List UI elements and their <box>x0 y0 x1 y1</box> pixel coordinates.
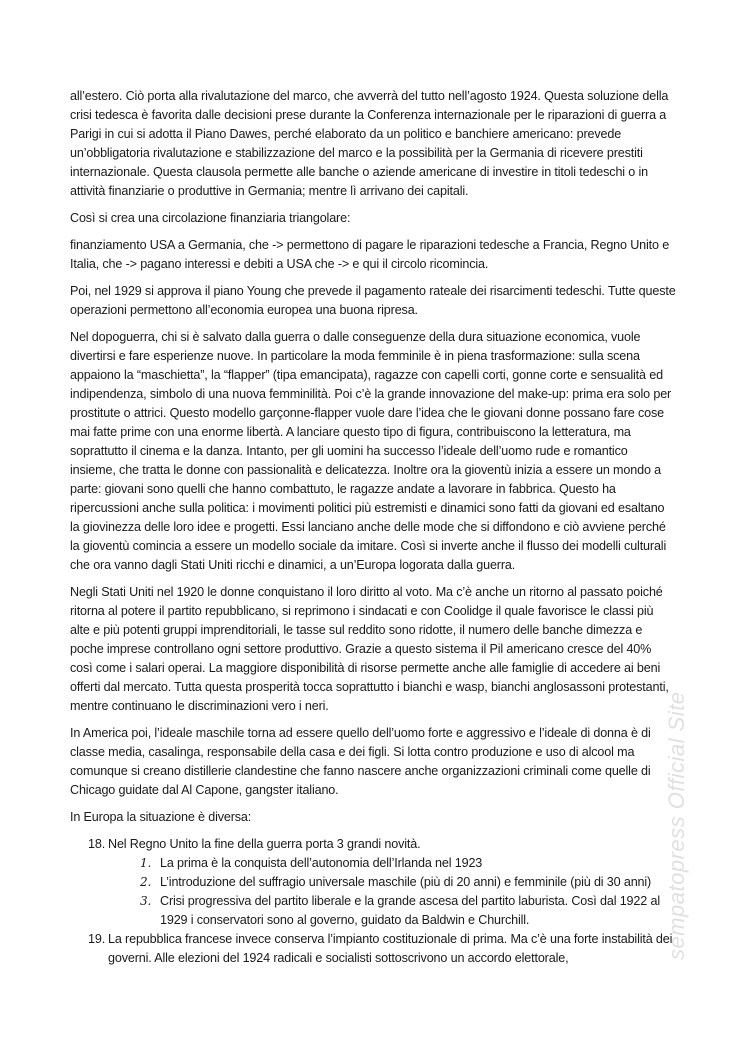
watermark: sempatopress Official Site <box>664 691 689 960</box>
sub-list-item <box>108 854 676 873</box>
sub-list-number: 1. <box>140 856 152 870</box>
list-item <box>70 835 676 930</box>
sub-list-number: 3. <box>140 894 152 908</box>
sub-list-item-text: L’introduzione del suffragio universale maschile (più di 20 anni) e femminile (più di 30 anni) <box>160 875 652 889</box>
list-item <box>70 930 676 968</box>
list-item-text: La repubblica francese invece conserva l’impianto costituzionale di prima. Ma c’è una forte instabilità dei governi. Alle elezioni del 1924 radicali e socialisti sottoscrivono un accordo elettorale, <box>108 932 673 965</box>
paragraph-europe-intro: In Europa la situazione è diversa: <box>70 810 252 824</box>
numbered-list <box>70 835 676 968</box>
paragraph-postwar-culture: Nel dopoguerra, chi si è salvato dalla guerra o dalle conseguenze della dura situazione economica, vuole divertirsi e fare esperienze nuove. In particolare la moda femminile è in piena trasformazione: sulla scena appaiono la “maschietta”, la “flapper” (tipa emancipata), ragazze con capelli corti, gonne corte e sensualità ed indipendenza, simbolo di una nuova femminilità. Poi c’è la grande innovazione del make-up: prima era solo per prostitute o attrici. Questo modello garçonne-flapper vuole dare l’idea che le giovani donne possano fare cose mai fatte prime con una enorme libertà. A lanciare questo tipo di figura, contribuiscono la letteratura, ma soprattutto il cinema e la danza. Intanto, per gli uomini ha successo l’ideale dell’uomo rude e romantico insieme, che tratta le donne con passionalità e delicatezza. Inoltre ora la gioventù inizia a essere un mondo a parte: giovani sono quelli che hanno combattuto, le ragazze andate a lavorare in fabbrica. Questo ha ripercussioni anche sulla politica: i movimenti politici più estremisti e dinamici sono fatti da giovani ed esaltano la giovinezza delle loro idee e progetti. Essi lanciano anche delle mode che si diffondono e ciò avviene perché la gioventù comincia a essere un modello sociale da imitare. Così si inverte anche il flusso dei modelli culturali che ora vanno dagli Stati Uniti ricchi e dinamici, a un’Europa logorata dalla guerra. <box>70 330 672 572</box>
paragraph-united-states: Negli Stati Uniti nel 1920 le donne conquistano il loro diritto al voto. Ma c’è anche un ritorno al passato poiché ritorna al potere il partito repubblicano, si reprimono i sindacati e con Coolidge il quale favorisce le classi più alte e più potenti gruppi imprenditoriali, le tasse sul reddito sono ridotte, il numero delle banche dimezza e poche imprese controllano ogni settore produttivo. Grazie a questo sistema il Pil americano cresce del 40% così come i salari operai. La maggiore disponibilità di risorse permette anche alle famiglie di accedere ai beni offerti dal mercato. Tutta questa prosperità tocca soprattutto i bianchi e wasp, bianchi anglosassoni protestanti, mentre continuano le discriminazioni vero i neri. <box>70 585 669 713</box>
sub-list-item-text: La prima è la conquista dell’autonomia dell’Irlanda nel 1923 <box>160 856 483 870</box>
sub-list-item <box>108 892 676 930</box>
list-number: 19. <box>88 932 106 946</box>
paragraph-triangular-flow: finanziamento USA a Germania, che -> permettono di pagare le riparazioni tedesche a Francia, Regno Unito e Italia, che -> pagano interessi e debiti a USA che -> e qui il circolo ricomincia. <box>70 238 670 271</box>
sub-list-item <box>108 873 676 892</box>
sub-list-item-text: Crisi progressiva del partito liberale e la grande ascesa del partito laburista. Così dal 1922 al 1929 i conservatori sono al governo, guidato da Baldwin e Churchill. <box>160 894 660 927</box>
sub-list <box>108 854 676 930</box>
sub-list-number: 2. <box>140 875 152 889</box>
paragraph-dawes-plan: all’estero. Ciò porta alla rivalutazione del marco, che avverrà del tutto nell’agosto 1924. Questa soluzione della crisi tedesca è favorita dalle decisioni prese durante la Conferenza internazionale per le riparazioni di guerra a Parigi in cui si adotta il Piano Dawes, perché elaborato da un politico e banchiere americano: prevede un’obbligatoria rivalutazione e stabilizzazione del marco e la possibilità per la Germania di ricevere prestiti internazionale. Questa clausola permette alle banche o aziende americane di investire in titoli tedeschi o in attività finanziarie o produttive in Germania; mentre lì arrivano dei capitali. <box>70 89 669 198</box>
list-item-text: Nel Regno Unito la fine della guerra porta 3 grandi novità. <box>108 837 421 851</box>
paragraph-young-plan: Poi, nel 1929 si approva il piano Young che prevede il pagamento rateale dei risarcimenti tedeschi. Tutte queste operazioni permettono all’economia europea una buona ripresa. <box>70 284 676 317</box>
list-number: 18. <box>88 837 106 851</box>
paragraph-america-ideals: In America poi, l’ideale maschile torna ad essere quello dell’uomo forte e aggressivo e l’ideale di donna è di classe media, casalinga, responsabile della casa e dei figli. Si lotta contro produzione e uso di alcool ma comunque si creano distillerie clandestine che fanno nascere anche organizzazioni criminali come quelle di Chicago guidate dal Al Capone, gangster italiano. <box>70 726 651 797</box>
paragraph-triangular-circulation-intro: Così si crea una circolazione finanziaria triangolare: <box>70 211 351 225</box>
document-page <box>70 87 676 968</box>
